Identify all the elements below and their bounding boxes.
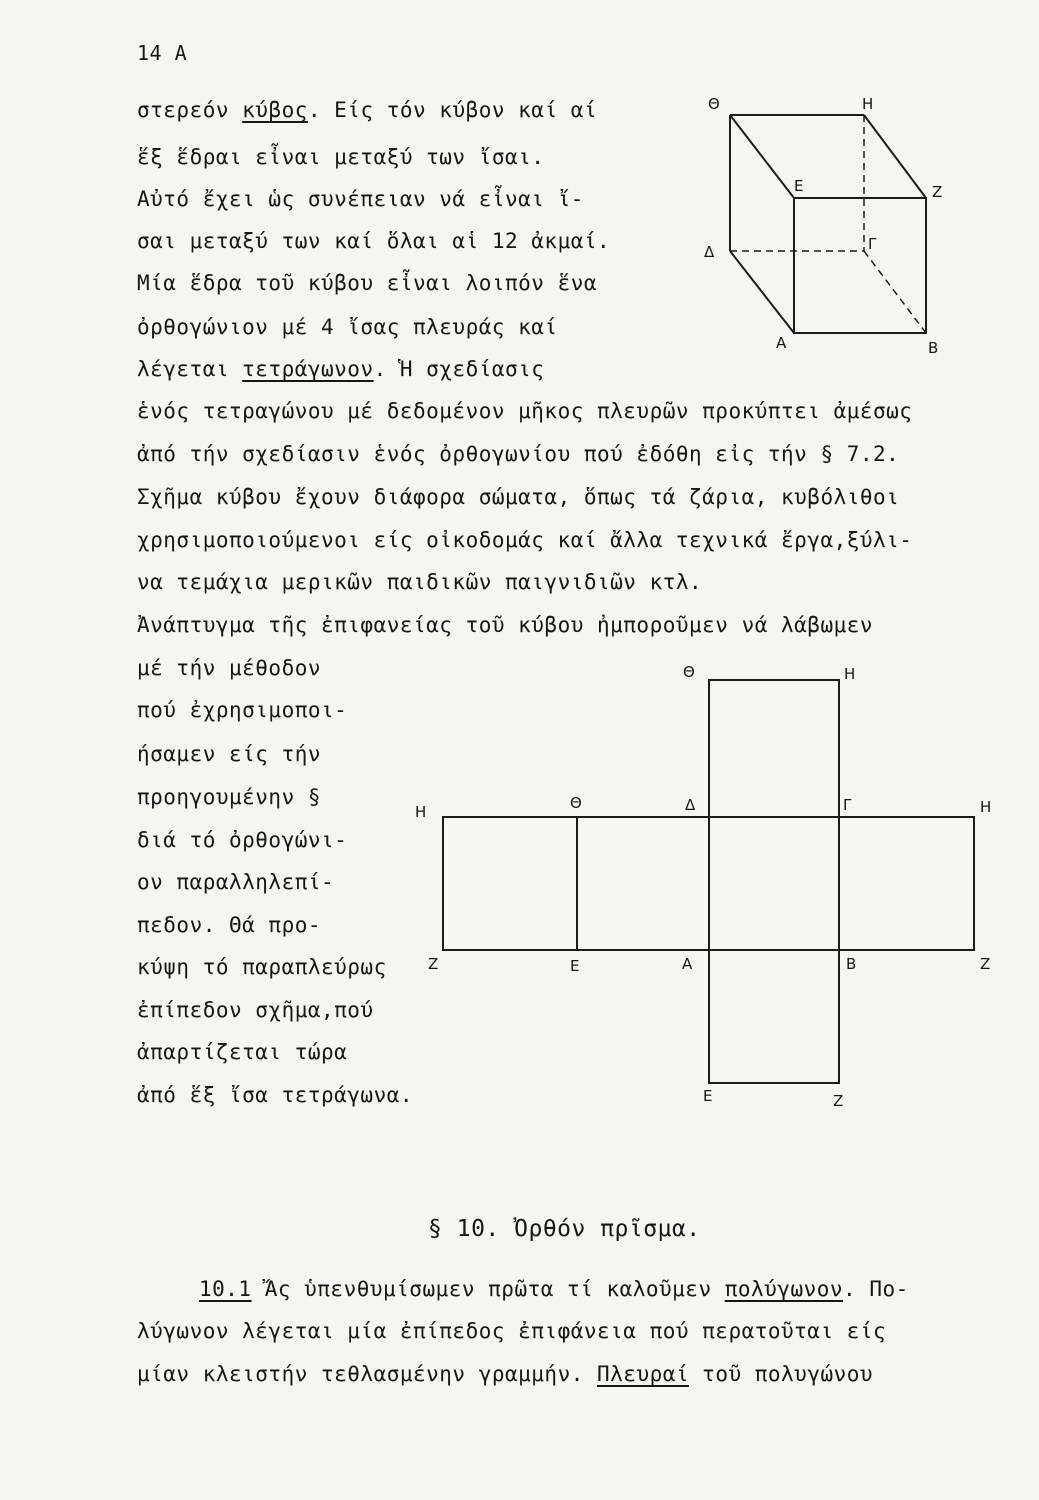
net-square-top <box>709 680 839 817</box>
intro-line-5: Μία ἕδρα τοῦ κύβου εἶναι λοιπόν ἕνα <box>137 271 598 295</box>
net-text-line-11: ἀπό ἕξ ἴσα τετράγωνα. <box>137 1083 414 1107</box>
term-kubos: κύβος <box>242 98 308 122</box>
net-label-lower-beta: Β <box>846 955 857 973</box>
page-number: 14 Α <box>137 41 188 65</box>
section-number: 10. <box>456 1216 500 1242</box>
cube-label-eta: Η <box>862 95 874 113</box>
body-line-4: χρησιμοποιούμενοι είς οἰκοδομάς καί ἄλλα τεχνικά ἔργα,ξύλι- <box>137 528 913 552</box>
cube-front-face <box>794 198 926 333</box>
net-label-upper-gamma: Γ <box>843 796 852 814</box>
term-tetragonon: τετράγωνον <box>242 357 374 381</box>
body-line-2: ἀπό τήν σχεδίασιν ἑνός ὀρθογωνίου πού ἐδόθη εἰς τήν § 7.2. <box>137 442 900 466</box>
net-text-line-8: κύψη τό παραπλεύρως <box>137 955 387 979</box>
term-polygonon: πολύγωνον <box>724 1277 844 1301</box>
para-10-1-line-2: λύγωνον λέγεται μία ἐπίπεδος ἐπιφάνεια πού περατοῦται είς <box>137 1319 887 1343</box>
net-text-line-10: ἀπαρτίζεται τώρα <box>137 1040 348 1064</box>
cube-edge-theta-epsilon <box>730 115 794 198</box>
net-label-upper-delta: Δ <box>685 796 696 814</box>
cube-net-figure <box>400 655 1000 1115</box>
intro-line-3: Αὐτό ἔχει ὡς συνέπειαν νά εἶναι ἴ- <box>137 187 584 211</box>
net-text-line-1: μέ τήν μέθοδον <box>137 656 322 680</box>
section-sign: § <box>428 1216 443 1242</box>
net-text-line-5: διά τό ὀρθογώνι- <box>137 828 348 852</box>
net-label-bottom-epsilon: Ε <box>703 1087 713 1105</box>
intro-line-6: ὀρθογώνιον μέ 4 ἴσας πλευράς καί <box>137 315 558 339</box>
intro-line-7: λέγεται τετράγωνον. Ἡ σχεδίασις <box>137 357 545 381</box>
para-10-1-line-1: 10.1 Ἄς ὑπενθυμίσωμεν πρῶτα τί καλοῦμεν πολύγωνον. Πο- <box>199 1277 909 1301</box>
cube-edge-eta-zeta <box>864 115 926 198</box>
net-label-top-eta: Η <box>844 665 856 683</box>
cube-label-epsilon: Ε <box>794 177 804 195</box>
net-text-line-9: ἐπίπεδον σχῆμα,πού <box>137 998 374 1022</box>
section-title: Ὀρθόν πρῖσμα. <box>514 1216 701 1242</box>
net-text-line-2: πού ἐχρησιμοποι- <box>137 698 348 722</box>
net-label-lower-zeta-right: Ζ <box>980 955 991 973</box>
term-pleurai: Πλευραί <box>597 1362 690 1386</box>
cube-label-beta: Β <box>928 339 939 357</box>
para-10-1-line-3: μίαν κλειστήν τεθλασμένην γραμμήν. Πλευραί τοῦ πολυγώνου <box>137 1362 874 1386</box>
net-text-line-4: προηγουμένην § <box>137 785 322 809</box>
para-number: 10.1 <box>199 1277 252 1301</box>
net-square-bottom <box>709 950 839 1083</box>
cube-label-gamma: Γ <box>868 235 877 253</box>
cube-label-zeta: Ζ <box>932 183 943 201</box>
section-heading <box>428 1216 701 1242</box>
body-line-6: Ἀνάπτυγμα τῆς ἐπιφανείας τοῦ κύβου ἠμποροῦμεν νά λάβωμεν <box>137 613 874 637</box>
cube-edge-delta-alpha <box>730 251 794 333</box>
net-label-lower-alpha: Α <box>682 955 693 973</box>
body-line-1: ἑνός τετραγώνου μέ δεδομένον μῆκος πλευρῶν προκύπτει ἀμέσως <box>137 399 913 423</box>
net-label-bottom-zeta: Ζ <box>833 1092 844 1110</box>
net-label-top-theta: Θ <box>683 663 695 681</box>
cube-figure <box>690 85 950 355</box>
intro-line-1: στερεόν κύβος. Είς τόν κύβον καί αί <box>137 98 598 122</box>
net-label-upper-eta-left: Η <box>415 803 427 821</box>
net-text-line-6: ον παραλληλεπί- <box>137 870 335 894</box>
cube-hidden-edge-gamma-beta <box>864 251 926 333</box>
net-text-line-7: πεδον. Θά προ- <box>137 913 322 937</box>
cube-label-delta: Δ <box>704 243 715 261</box>
cube-label-alpha: Α <box>776 334 787 352</box>
net-label-lower-zeta-left: Ζ <box>428 955 439 973</box>
body-line-5: να τεμάχια μερικῶν παιδικῶν παιγνιδιῶν κτλ. <box>137 570 703 594</box>
body-line-3: Σχῆμα κύβου ἔχουν διάφορα σώματα, ὅπως τά ζάρια, κυβόλιθοι <box>137 485 900 509</box>
net-label-upper-eta-right: Η <box>980 798 992 816</box>
net-label-upper-theta: Θ <box>570 794 582 812</box>
intro-line-2: ἕξ ἕδραι εἶναι μεταξύ των ἴσαι. <box>137 145 545 169</box>
net-text-line-3: ήσαμεν είς τήν <box>137 742 322 766</box>
cube-label-theta: Θ <box>708 95 720 113</box>
net-label-lower-epsilon: Ε <box>570 957 580 975</box>
intro-line-4: σαι μεταξύ των καί ὅλαι αἱ 12 ἀκμαί. <box>137 229 611 253</box>
